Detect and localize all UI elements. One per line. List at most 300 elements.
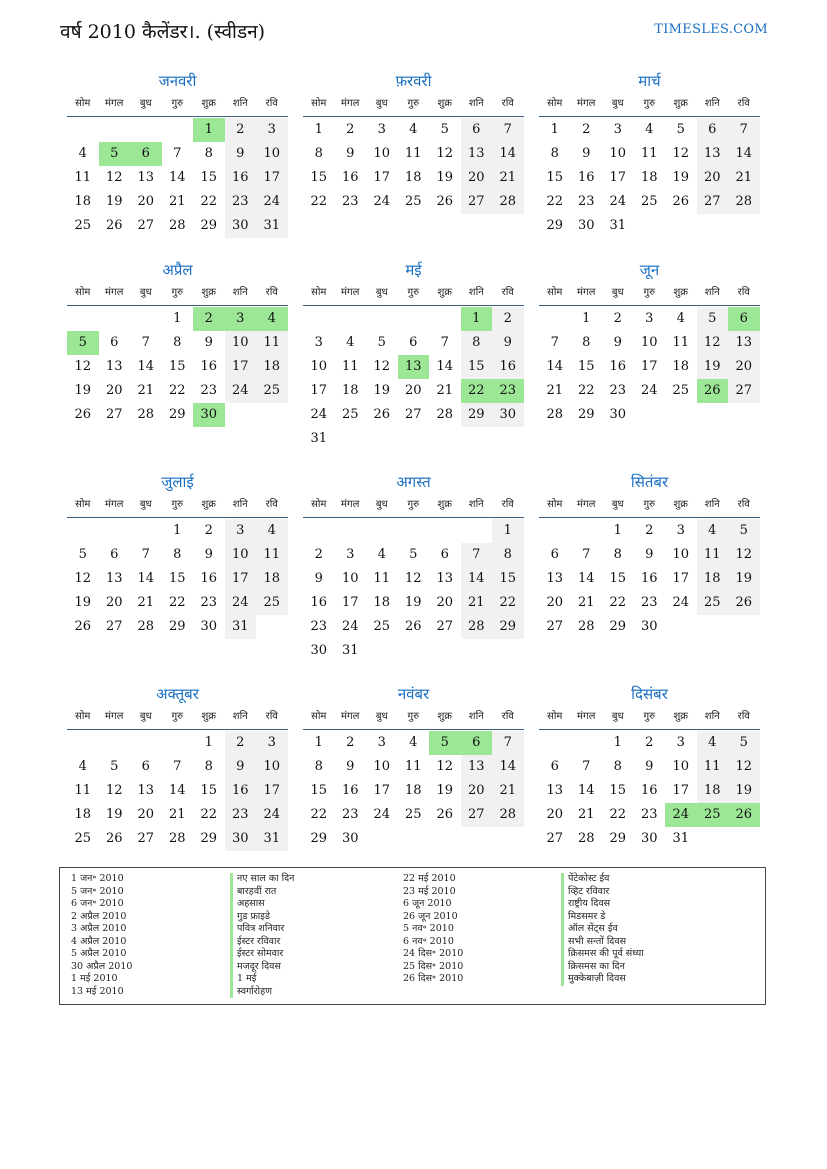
day-cell: 14: [436, 359, 454, 374]
day-cell: 3: [346, 547, 355, 562]
weekday-label: बुध: [611, 711, 624, 722]
day-cell: 14: [546, 359, 564, 374]
day-cell: 5: [728, 731, 760, 755]
day-cell: 21: [168, 807, 186, 822]
holiday-name: ऑल सेंट्स ईव: [561, 923, 644, 936]
day-blank: [303, 307, 335, 331]
day-cell: 22: [168, 383, 186, 398]
day-cell: 1: [173, 523, 182, 538]
day-cell: 12: [74, 359, 92, 374]
weekday-label: सोम: [547, 711, 563, 722]
day-cell: 5: [409, 547, 418, 562]
day-blank: [130, 307, 162, 331]
day-cell: 4: [409, 735, 418, 750]
day-cell: 3: [377, 122, 386, 137]
holiday-name: बारहवीं रात: [230, 886, 294, 899]
day-blank: [335, 519, 367, 543]
weekday-label: शुक्र: [673, 499, 688, 510]
holiday-list: [59, 867, 766, 1005]
day-grid: [67, 307, 288, 427]
day-cell: 5: [440, 122, 449, 137]
day-cell: 5: [697, 307, 729, 331]
day-blank: [162, 118, 194, 142]
day-cell: 9: [582, 146, 591, 161]
day-cell: 23: [310, 619, 328, 634]
day-grid: [539, 731, 760, 851]
day-cell: 27: [546, 619, 564, 634]
month-name: अप्रैल: [162, 261, 193, 279]
day-cell: 21: [137, 595, 155, 610]
day-cell: 13: [546, 783, 564, 798]
holiday-name: ईस्टर सोमवार: [230, 948, 294, 961]
day-cell: 7: [582, 547, 591, 562]
day-cell: 26: [728, 591, 760, 615]
weekday-label: शनि: [468, 287, 484, 298]
day-cell: 25: [697, 591, 729, 615]
weekday-header: [539, 705, 760, 730]
weekday-label: बुध: [139, 711, 152, 722]
holiday-date: 1 मई 2010: [71, 973, 118, 984]
holiday-date: 6 जन॰ 2010: [71, 898, 124, 909]
day-cell: 8: [613, 759, 622, 774]
month-name: जून: [639, 261, 660, 279]
day-cell-holiday: 24: [665, 803, 697, 827]
day-cell: 11: [697, 543, 729, 567]
day-cell-holiday: 23: [492, 379, 524, 403]
day-blank: [67, 118, 99, 142]
month-block: [303, 259, 524, 451]
day-cell: 21: [492, 779, 524, 803]
day-cell: 25: [404, 807, 422, 822]
weekday-label: शनि: [232, 98, 248, 109]
day-cell: 7: [173, 759, 182, 774]
day-cell: 23: [640, 595, 658, 610]
day-cell: 20: [461, 779, 493, 803]
holiday-name: 1 मई: [230, 973, 294, 986]
day-cell: 28: [728, 190, 760, 214]
day-cell: 18: [404, 783, 422, 798]
day-cell: 15: [168, 571, 186, 586]
day-blank: [539, 519, 571, 543]
day-cell: 7: [492, 731, 524, 755]
day-cell: 26: [404, 619, 422, 634]
weekday-label: बुध: [611, 98, 624, 109]
day-cell: 17: [310, 383, 328, 398]
day-grid: [539, 307, 760, 427]
day-cell: 12: [697, 331, 729, 355]
day-cell: 1: [314, 735, 323, 750]
day-cell: 2: [613, 311, 622, 326]
day-cell: 30: [492, 403, 524, 427]
weekday-label: बुध: [375, 499, 388, 510]
weekday-label: मंगल: [105, 711, 124, 722]
weekday-label: गुरु: [643, 287, 656, 298]
weekday-label: शनि: [232, 711, 248, 722]
month-block: [67, 259, 288, 427]
holiday-name: व्हिट रविवार: [561, 886, 644, 899]
day-cell: 11: [74, 170, 92, 185]
day-cell: 19: [436, 783, 454, 798]
day-cell: 5: [728, 519, 760, 543]
day-cell: 15: [310, 170, 328, 185]
day-cell: 14: [577, 783, 595, 798]
day-cell: 6: [550, 759, 559, 774]
weekday-header: [67, 705, 288, 730]
day-cell: 7: [550, 335, 559, 350]
weekday-label: सोम: [75, 287, 91, 298]
day-cell: 8: [173, 547, 182, 562]
day-blank: [571, 731, 603, 755]
holiday-name: नए साल का दिन: [230, 873, 294, 886]
weekday-label: शनि: [468, 499, 484, 510]
day-cell: 16: [341, 170, 359, 185]
day-cell: 11: [697, 755, 729, 779]
month-block: [303, 471, 524, 663]
day-cell: 11: [256, 543, 288, 567]
day-cell: 21: [461, 591, 493, 615]
day-cell: 14: [461, 567, 493, 591]
day-cell-holiday: 5: [67, 331, 99, 355]
day-cell: 12: [105, 783, 123, 798]
day-cell: 9: [613, 335, 622, 350]
weekday-label: शुक्र: [201, 711, 216, 722]
weekday-header: [303, 281, 524, 306]
day-cell: 7: [492, 118, 524, 142]
day-cell: 27: [137, 218, 155, 233]
day-cell: 30: [200, 619, 218, 634]
month-name: अगस्त: [396, 473, 431, 491]
day-cell: 26: [436, 807, 454, 822]
month-block: [67, 70, 288, 238]
day-blank: [335, 307, 367, 331]
day-cell: 18: [341, 383, 359, 398]
day-grid: [67, 118, 288, 238]
day-cell: 21: [168, 194, 186, 209]
day-grid: [303, 519, 524, 663]
day-cell: 24: [373, 194, 391, 209]
site-link[interactable]: TIMESLES.COM: [654, 22, 768, 37]
weekday-label: मंगल: [105, 98, 124, 109]
month-block: [303, 683, 524, 851]
holiday-date: 1 जन॰ 2010: [71, 873, 124, 884]
weekday-label: सोम: [75, 499, 91, 510]
month-name: सितंबर: [630, 473, 669, 491]
day-cell: 6: [440, 547, 449, 562]
day-blank: [461, 519, 493, 543]
day-cell: 4: [676, 311, 685, 326]
day-cell: 21: [436, 383, 454, 398]
day-cell: 27: [546, 831, 564, 846]
day-blank: [99, 519, 131, 543]
weekday-label: रवि: [737, 711, 750, 722]
day-cell: 15: [168, 359, 186, 374]
day-cell: 24: [341, 619, 359, 634]
day-cell: 23: [640, 807, 658, 822]
day-cell: 18: [404, 170, 422, 185]
day-cell-holiday: 22: [461, 379, 493, 403]
day-cell: 17: [373, 170, 391, 185]
weekday-label: बुध: [375, 711, 388, 722]
day-cell: 18: [640, 170, 658, 185]
day-cell: 27: [461, 803, 493, 827]
month-block: [539, 471, 760, 639]
holiday-date: 6 नव॰ 2010: [403, 935, 454, 947]
day-cell: 30: [577, 218, 595, 233]
weekday-label: रवि: [265, 499, 278, 510]
day-cell: 20: [105, 383, 123, 398]
day-cell: 11: [373, 571, 391, 586]
day-cell: 23: [341, 194, 359, 209]
weekday-label: रवि: [501, 499, 514, 510]
day-cell: 10: [225, 543, 257, 567]
weekday-header: [303, 493, 524, 518]
day-cell: 28: [577, 831, 595, 846]
day-cell: 19: [697, 355, 729, 379]
day-cell: 12: [728, 755, 760, 779]
day-cell: 11: [256, 331, 288, 355]
holiday-name: क्रिसमस का दिन: [561, 961, 644, 974]
month-block: [539, 259, 760, 427]
day-grid: [539, 118, 760, 238]
weekday-label: गुरु: [407, 287, 420, 298]
day-cell: 12: [436, 759, 454, 774]
day-cell-holiday: 6: [461, 731, 493, 755]
weekday-label: सोम: [311, 711, 327, 722]
day-cell: 10: [672, 759, 690, 774]
day-cell-holiday: 5: [429, 731, 461, 755]
day-cell: 27: [461, 190, 493, 214]
day-cell: 18: [256, 355, 288, 379]
weekday-label: शुक्र: [201, 499, 216, 510]
day-cell: 26: [105, 831, 123, 846]
day-cell: 3: [645, 311, 654, 326]
holiday-date: 5 अप्रैल 2010: [71, 948, 127, 959]
day-cell: 15: [577, 359, 595, 374]
weekday-label: शनि: [704, 98, 720, 109]
day-cell: 29: [461, 403, 493, 427]
day-cell: 10: [672, 547, 690, 562]
weekday-label: गुरु: [643, 499, 656, 510]
day-cell: 30: [640, 619, 658, 634]
day-cell: 18: [74, 194, 92, 209]
day-cell: 20: [546, 807, 564, 822]
day-cell-holiday: 26: [728, 803, 760, 827]
day-cell: 17: [341, 595, 359, 610]
day-cell: 24: [609, 194, 627, 209]
day-cell: 2: [645, 735, 654, 750]
day-cell: 10: [640, 335, 658, 350]
day-cell: 5: [78, 547, 87, 562]
day-cell: 4: [377, 547, 386, 562]
weekday-label: शुक्र: [437, 98, 452, 109]
day-cell-holiday: 26: [697, 379, 729, 403]
day-cell: 13: [137, 170, 155, 185]
day-cell: 14: [137, 571, 155, 586]
day-cell: 12: [105, 170, 123, 185]
day-cell: 17: [672, 783, 690, 798]
day-cell: 8: [582, 335, 591, 350]
day-blank: [130, 731, 162, 755]
day-cell: 16: [200, 571, 218, 586]
day-cell: 17: [672, 571, 690, 586]
day-cell: 22: [310, 194, 328, 209]
holiday-date: 22 मई 2010: [403, 873, 456, 884]
weekday-label: शनि: [704, 711, 720, 722]
day-cell: 29: [200, 831, 218, 846]
day-cell: 1: [204, 735, 213, 750]
day-cell: 8: [204, 759, 213, 774]
day-cell: 8: [173, 335, 182, 350]
day-cell: 21: [492, 166, 524, 190]
weekday-label: सोम: [311, 499, 327, 510]
day-cell: 28: [168, 218, 186, 233]
day-cell: 12: [74, 571, 92, 586]
holiday-name: राष्ट्रीय दिवस: [561, 898, 644, 911]
day-cell: 11: [672, 335, 690, 350]
weekday-label: मंगल: [105, 287, 124, 298]
weekday-label: शनि: [468, 711, 484, 722]
day-cell: 6: [550, 547, 559, 562]
day-cell: 19: [105, 807, 123, 822]
day-cell: 5: [676, 122, 685, 137]
day-cell: 8: [492, 543, 524, 567]
holiday-name: मजदूर दिवस: [230, 961, 294, 974]
day-cell: 18: [672, 359, 690, 374]
day-cell: 8: [204, 146, 213, 161]
day-cell: 23: [341, 807, 359, 822]
month-block: [303, 70, 524, 214]
day-cell: 27: [137, 831, 155, 846]
month-name: नवंबर: [397, 685, 430, 703]
day-cell: 3: [314, 335, 323, 350]
day-grid: [303, 731, 524, 851]
day-cell-holiday: 30: [193, 403, 225, 427]
day-cell: 9: [204, 335, 213, 350]
day-grid: [67, 731, 288, 851]
day-cell: 23: [609, 383, 627, 398]
day-cell: 4: [409, 122, 418, 137]
day-cell: 3: [256, 118, 288, 142]
day-cell: 26: [373, 407, 391, 422]
weekday-header: [539, 281, 760, 306]
day-cell: 29: [310, 831, 328, 846]
day-cell: 16: [492, 355, 524, 379]
day-blank: [162, 731, 194, 755]
day-cell: 12: [672, 146, 690, 161]
weekday-label: मंगल: [577, 499, 596, 510]
day-cell: 25: [640, 194, 658, 209]
holiday-date: 4 अप्रैल 2010: [71, 935, 127, 947]
day-blank: [67, 519, 99, 543]
day-cell: 7: [173, 146, 182, 161]
holiday-date: 13 मई 2010: [71, 985, 124, 997]
weekday-label: मंगल: [341, 711, 360, 722]
weekday-label: रवि: [737, 287, 750, 298]
day-cell: 25: [256, 379, 288, 403]
day-cell: 28: [546, 407, 564, 422]
day-cell: 29: [492, 615, 524, 639]
day-cell: 4: [697, 731, 729, 755]
day-cell: 25: [672, 383, 690, 398]
day-cell: 21: [728, 166, 760, 190]
weekday-label: मंगल: [577, 711, 596, 722]
weekday-label: बुध: [375, 98, 388, 109]
day-cell: 15: [609, 783, 627, 798]
weekday-label: बुध: [139, 98, 152, 109]
day-cell: 31: [672, 831, 690, 846]
day-cell: 2: [582, 122, 591, 137]
day-cell: 17: [256, 166, 288, 190]
weekday-label: सोम: [547, 499, 563, 510]
day-cell: 10: [225, 331, 257, 355]
day-cell: 9: [314, 571, 323, 586]
day-cell: 16: [310, 595, 328, 610]
day-cell: 31: [225, 615, 257, 639]
day-cell: 18: [697, 567, 729, 591]
holiday-name: क्रिसमस की पूर्व संध्या: [561, 948, 644, 961]
day-cell: 10: [341, 571, 359, 586]
weekday-label: बुध: [139, 287, 152, 298]
day-cell: 29: [609, 831, 627, 846]
day-cell: 25: [256, 591, 288, 615]
weekday-label: रवि: [737, 98, 750, 109]
day-cell: 22: [546, 194, 564, 209]
day-cell: 13: [728, 331, 760, 355]
day-cell: 29: [577, 407, 595, 422]
day-cell: 27: [404, 407, 422, 422]
day-cell: 23: [225, 803, 257, 827]
day-cell-holiday: 6: [130, 142, 162, 166]
day-cell: 20: [546, 595, 564, 610]
holiday-name: मुक्केबाज़ी दिवस: [561, 973, 644, 986]
day-blank: [130, 519, 162, 543]
day-cell: 22: [492, 591, 524, 615]
day-cell: 10: [256, 142, 288, 166]
weekday-label: बुध: [375, 287, 388, 298]
weekday-label: मंगल: [341, 98, 360, 109]
day-cell: 4: [645, 122, 654, 137]
weekday-header: [303, 705, 524, 730]
weekday-label: शुक्र: [437, 499, 452, 510]
day-grid: [303, 307, 524, 451]
day-cell: 3: [377, 735, 386, 750]
day-cell: 21: [137, 383, 155, 398]
day-cell: 19: [74, 595, 92, 610]
day-cell-holiday: 1: [461, 307, 493, 331]
day-cell: 16: [640, 571, 658, 586]
month-block: [539, 70, 760, 238]
day-cell-holiday: 5: [99, 142, 131, 166]
day-cell: 3: [676, 523, 685, 538]
holiday-date: 3 अप्रैल 2010: [71, 923, 127, 934]
day-cell: 24: [310, 407, 328, 422]
day-cell: 29: [168, 407, 186, 422]
holiday-date: 24 दिस॰ 2010: [403, 948, 464, 959]
day-cell: 22: [609, 595, 627, 610]
day-cell: 25: [404, 194, 422, 209]
day-cell: 8: [550, 146, 559, 161]
weekday-label: शुक्र: [201, 98, 216, 109]
day-cell: 15: [609, 571, 627, 586]
weekday-label: गुरु: [407, 711, 420, 722]
day-cell: 24: [225, 379, 257, 403]
day-cell: 16: [225, 779, 257, 803]
month-block: [67, 471, 288, 639]
day-cell: 10: [609, 146, 627, 161]
day-cell: 29: [200, 218, 218, 233]
holiday-name: ईस्टर रविवार: [230, 936, 294, 949]
day-cell: 14: [728, 142, 760, 166]
